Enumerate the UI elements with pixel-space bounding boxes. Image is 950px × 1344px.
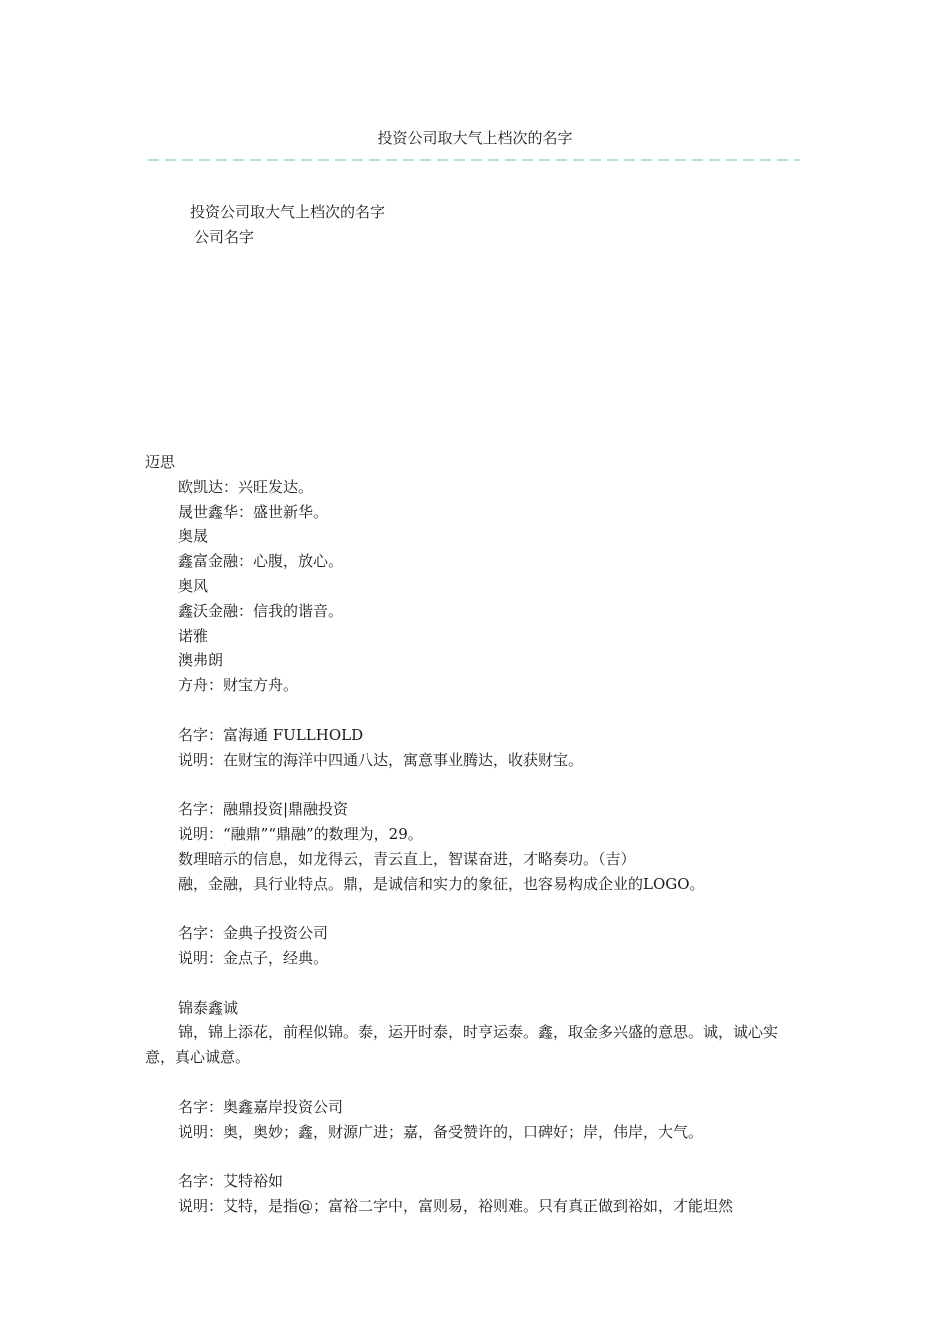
body-line: 奥晟 bbox=[178, 527, 209, 546]
header-title: 投资公司取大气上档次的名字 bbox=[377, 129, 573, 147]
paragraph-gap bbox=[145, 971, 805, 996]
body-paragraph: 锦，锦上添花，前程似锦。泰，运开时泰，时亨运泰。鑫，取金多兴盛的意思。诚，诚心实意，真心诚意。 bbox=[145, 1023, 779, 1067]
intro-title: 投资公司取大气上档次的名字 bbox=[190, 203, 386, 221]
body-line: 方舟：财宝方舟。 bbox=[178, 676, 299, 695]
body-line: 晟世鑫华：盛世新华。 bbox=[178, 502, 329, 521]
header-dashed-rule bbox=[148, 152, 800, 166]
body-line: 诺雅 bbox=[178, 626, 209, 645]
body-line: 数理暗示的信息，如龙得云，青云直上，智谋奋进，才略奏功。（吉） bbox=[178, 849, 636, 868]
paragraph-gap bbox=[145, 896, 805, 921]
body-line: 说明：艾特，是指@；富裕二字中，富则易，裕则难。只有真正做到裕如，才能坦然 bbox=[178, 1196, 734, 1215]
body-line: 说明：奥，奥妙；鑫，财源广进；嘉，备受赞许的，口碑好；岸，伟岸，大气。 bbox=[178, 1122, 704, 1141]
body-line: 鑫沃金融：信我的谐音。 bbox=[178, 601, 344, 620]
paragraph-gap bbox=[145, 698, 805, 723]
body-line: 欧凯达：兴旺发达。 bbox=[178, 477, 314, 496]
intro-block bbox=[190, 200, 385, 250]
body-line: 名字：富海通 FULLHOLD bbox=[178, 725, 364, 744]
body-line: 奥风 bbox=[178, 576, 209, 595]
paragraph-gap bbox=[145, 772, 805, 797]
body-line: 融，金融，具行业特点。鼎，是诚信和实力的象征，也容易构成企业的LOGO。 bbox=[178, 874, 705, 893]
body-line: 迈思 bbox=[145, 453, 176, 471]
intro-subtitle: 公司名字 bbox=[194, 228, 255, 246]
body-line: 说明：在财宝的海洋中四通八达，寓意事业腾达，收获财宝。 bbox=[178, 750, 584, 769]
body-line: 名字：融鼎投资|鼎融投资 bbox=[178, 800, 349, 819]
body-line: 名字：金典子投资公司 bbox=[178, 924, 329, 943]
document-body bbox=[145, 450, 805, 1219]
body-line: 名字：奥鑫嘉岸投资公司 bbox=[178, 1097, 344, 1116]
body-line: 澳弗朗 bbox=[178, 651, 224, 670]
body-line: 说明：金点子，经典。 bbox=[178, 948, 329, 967]
body-line: 名字：艾特裕如 bbox=[178, 1172, 284, 1191]
paragraph-gap bbox=[145, 1070, 805, 1095]
body-line: 锦泰鑫诚 bbox=[178, 998, 239, 1017]
body-line: 鑫富金融：心腹，放心。 bbox=[178, 552, 344, 571]
paragraph-gap bbox=[145, 1144, 805, 1169]
body-line: 说明：“融鼎”“鼎融”的数理为，29。 bbox=[178, 824, 423, 843]
